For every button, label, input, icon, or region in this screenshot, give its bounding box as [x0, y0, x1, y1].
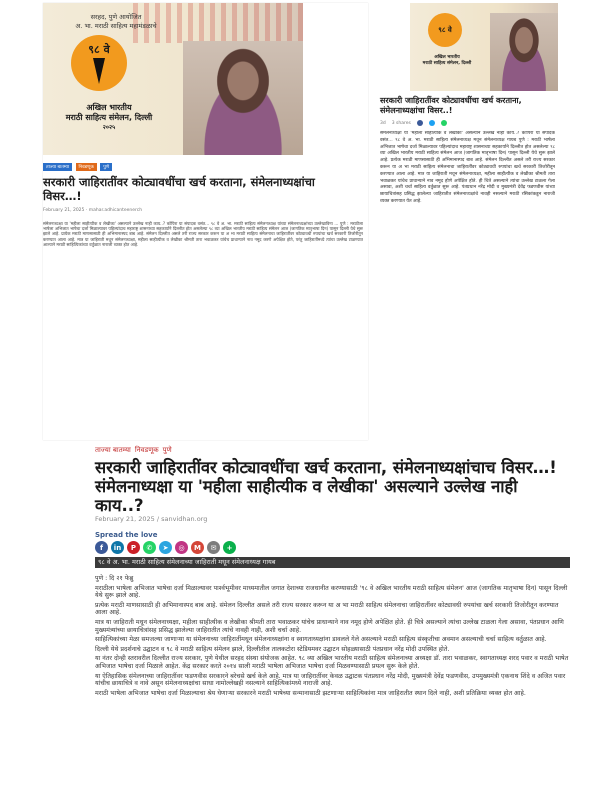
conf-line1: अखिल भारतीय — [86, 103, 132, 112]
tag-election-main[interactable]: निवडणूक — [134, 446, 159, 454]
right-body-text: संमेलनाध्यक्षा या 'महीला साहीत्यीक व लेखीका' असल्याने उल्लेख नाही काय..? कॉपिरा या संपादक वसंत... ९८ वे अ. भा. मराठी साहित्य संमेलनाध्यक्ष मधून संमेलनाध्यक्ष गायब पुणे : मराठी भाषेला अभिजात भाषेचा दर्जा मिळाल्यावर पहिल्यांदाच महाराष्ट्र शासनाच्या सहकार्याने दिल्लीत होत असलेल्या ९८ व्या अखिल भारतीय मराठी साहित्य संमेलन आज (जागतिक मातृभाषा दिन) पासून दिल्ली येथे सुरू झाले आहे. प्रत्येक मराठी माणसासाठी ही अभिमानास्पद बाब आहे. संमेलन दिल्लीत असले तरी राज्य सरकार करून या अ भा मराठी साहित्य संमेलनाचा जाहिरातींवर कोट्यावधी रुपयांचा खर्च सरकारी तिजोरीतून करण्यात आला आहे. मात्र या जाहिराती मधून संमेलनाध्यक्षा, महीला साहीत्यीक व लेखीका श्रीमती तारा भवाळकर यांचेच प्राधान्याने नाव नमूद होणे अपेक्षित होते. ही चित्रे असल्याने त्यांचा उल्लेख टाळला गेला असावा, अशी चर्चा साहित्य वर्तुळात सुरू आहे. पंतप्रधान नरेंद्र मोदी व मुख्यमंत्री देवेंद्र फडणवीस यांच्या छायाचित्रांसह प्रसिद्ध झालेल्या जाहिरातीत संमेलनाध्यक्षांचे नावही नसल्याने मराठी रसिकांकडून नाराजी व्यक्त करण्यात येत आहे. — [380, 131, 555, 204]
conf-line1-small: अखिल भारतीय — [434, 55, 460, 60]
article-paragraph: पुणे : दि २१ फेब्रु — [95, 575, 134, 582]
spread-love-label: Spread the love — [95, 531, 158, 539]
left-body-text: संमेलनाध्यक्षा या 'महीला साहीत्यीक व लेखीका' असल्याने उल्लेख नाही काय..? कॉपिरा या संपादक वसंत... ९८ वे अ. भा. मराठी साहित्य संमेलनाध्यक्ष यांच्या संमेलनाध्यक्षांच्या उल्लेखाविना ... पुणे : मराठीला भाषेला अभिजात भाषेचा दर्जा मिळाल्यावर पहिल्यांदाच महाराष्ट्र शासनाच्या सहकार्याने दिल्लीत होत असलेल्या ९८ व्या अखिल भारतीय मराठी साहित्य संमेलन आज (जागतिक मातृभाषा दिन) पासून दिल्ली येथे सुरू झाले आहे. प्रत्येक मराठी माणसासाठी ही अभिमानास्पद बाब आहे. संमेलन दिल्लीत असले तरी राज्य सरकार करून या अ भा मराठी साहित्य संमेलनाचा जाहिरातींवर कोट्यावधी रुपयांचा खर्च सरकारी तिजोरीतून करण्यात आला आहे. मात्र या जाहिराती मधून संमेलनाध्यक्षा, महीला साहीत्यीक व लेखीका श्रीमती तारा भवाळकर यांचेच प्राधान्याने नाव नमूद करणे अपेक्षित होते, परंतु जाहिरातींमध्ये त्यांचा उल्लेख टाळण्यात आल्याने मराठी साहित्यिकांच्या वर्तुळात नाराजी व्यक्त होत आहे. — [43, 221, 363, 247]
tag-latest-news[interactable]: ताज्या बातम्या — [95, 446, 131, 454]
article-paragraph: मात्र या जाहिराती मधून संमेलनाध्यक्षा, महीला साहीत्यीक व लेखीका श्रीमती तारा भवाळकर यांचेच प्राधान्याने नाव नमूद होणे अपेक्षित होते. ही चित्रे असल्याने त्यांचा उल्लेख टाळला गेला असावा, पंतप्रधान आणि मुख्यमंत्र्यांच्या छायाचित्रांसह प्रसिद्ध झालेल्या जाहिरातीत त्यांचे नावही नाही, अशी चर्चा आहे. — [95, 618, 564, 634]
facebook-icon[interactable]: f — [95, 541, 108, 554]
conference-title — [49, 103, 169, 133]
whatsapp-icon[interactable]: ✆ — [143, 541, 156, 554]
instagram-icon[interactable]: ◎ — [175, 541, 188, 554]
tag-latest[interactable]: ताज्या बातम्या — [43, 163, 72, 171]
article-title: सरकारी जाहिरातींवर कोट्यावधींचा खर्च करताना, संमेलनाध्यक्षांचाच विसर…!संमेलनाध्यक्षा या 'महीला साहीत्यीक व लेखीका' असल्याने उल्लेख नाही काय..? — [95, 458, 557, 515]
telegram-icon[interactable]: ➤ — [159, 541, 172, 554]
email-icon[interactable]: ✉ — [207, 541, 220, 554]
conf-line2-small: मराठी साहित्य संमेलन, दिल्ली — [422, 61, 472, 66]
badge-number: ९८ वे — [88, 43, 110, 56]
conference-banner — [43, 3, 303, 155]
left-heading: सरकारी जाहिरातींवर कोट्यावधींचा खर्च करताना, संमेलनाध्यक्षांचा विसर…! — [43, 175, 315, 203]
article-paragraph: साहित्यिकांच्या मेळा समजल्या जाणाऱ्या या संमेलनाच्या जाहिरातींमधून संमेलनाध्यक्षांना व स्वागताध्यक्षांना डावलले गेले असल्याने मराठी साहित्य संस्कृतीचा अवमान असल्याची चर्चा साहित्य वर्तुळात आहे. — [95, 636, 547, 644]
article-body — [95, 575, 570, 699]
left-tags — [43, 163, 114, 171]
conference-banner-small — [410, 3, 558, 91]
right-screenshot-panel — [380, 3, 558, 398]
article-paragraph: या नंतर दोन्ही स्तरावरील दिल्लीत राज्य सरकार, पुणे येथील सरहद संस्था संयोजक आहेत. ९८ व्या अखिल भारतीय मराठी साहित्य संमेलनाच्या अध्यक्षा डॉ. तारा भवाळकर, स्वागताध्यक्ष शरद पवार व मराठी भाषेत अभिजात भाषेचा दर्जा मिळाले आहेत. केंद्र सरकार करते २०१४ साली मराठी भाषेला अभिजात भाषेचा दर्जा मिळवण्यासाठी प्रयत्न सुरू केले होते. — [95, 655, 569, 670]
article-date: February 21, 2025 / sanvidhan.org — [95, 515, 208, 523]
twitter-icon[interactable] — [429, 120, 435, 126]
article-paragraph: मराठी भाषेला अभिजात भाषेचा दर्जा मिळाल्याचा श्रेय घेणाऱ्या सरकारने मराठी भाषेच्या सन्मानासाठी झटणाऱ्या साहित्यिकांना मात्र जाहिरातीत स्थान दिले नाही, अशी प्रतिक्रिया व्यक्त होत आहे. — [95, 689, 526, 697]
pen-nib-icon — [93, 58, 105, 84]
left-meta: February 21, 2025 · mahar.adhicanteenerch — [43, 208, 143, 213]
share-buttons — [95, 541, 236, 554]
whatsapp-icon[interactable] — [441, 120, 447, 126]
badge-number-small: ९८ वे — [438, 25, 452, 34]
banner-org-line1: सरहद, पुणे आयोजित — [90, 13, 142, 21]
right-meta — [380, 120, 447, 126]
portrait-photo-small — [490, 13, 558, 91]
right-meta-time: 3d — [380, 120, 386, 126]
tag-pune-main[interactable]: पुणे — [162, 446, 172, 454]
banner-org-line2: अ. भा. मराठी साहित्य महामंडळाचे — [75, 22, 157, 30]
portrait-photo — [183, 41, 303, 155]
image-caption: ९८ वे अ. भा. मराठी साहित्य संमेलनाच्या जाहिराती मधून संमेलनाध्यक्ष गायब — [95, 557, 570, 568]
right-meta-shares: 3 shares — [391, 120, 411, 126]
article-paragraph: या ऐतिहासिक संमेलनाच्या जाहिरातींवर फडणवीस सरकारने बरेचसे खर्च केले आहे. मात्र या जाहिरातींवर केवळ उद्घाटक पंतप्रधान नरेंद्र मोदी, मुख्यमंत्री देवेंद्र फडणवीस, उपमुख्यमंत्री एकनाथ शिंदे व अजित पवार यांचीच छायाचित्रे व नावे असून संमेलनाध्यक्षांचा साधा नामोल्लेखही नसल्याने साहित्यिकांमध्ये नाराजी आहे. — [95, 672, 566, 688]
article-paragraph: प्रत्येक मराठी माणसासाठी ही अभिमानास्पद बाब आहे. संमेलन दिल्लीत असले तरी राज्य सरकार करून या अ भा मराठी साहित्य संमेलनाचा जाहिरातींवर कोट्यावधी रुपयांचा खर्च सरकारी तिजोरीतून करण्यात आला आहे. — [95, 601, 559, 617]
article-tags — [95, 446, 172, 455]
gmail-icon[interactable]: M — [191, 541, 204, 554]
tag-election[interactable]: निवडणूक — [76, 163, 97, 171]
share-icon[interactable]: + — [223, 541, 236, 554]
right-heading: सरकारी जाहिरातींवर कोट्यावधींचा खर्च करताना, संमेलनाध्यक्षांचा विसर..! — [380, 96, 522, 115]
banner-org-text — [61, 13, 171, 31]
conference-badge-small — [428, 13, 462, 47]
article-paragraph: दिल्ली येथे प्रदर्शनाचे उद्घाटन व ९८ वे मराठी साहित्य संमेलन झाले, दिल्लीतील तालकटोरा स्टेडियमवर उद्घाटन सोहळ्यासाठी पंतप्रधान नरेंद्र मोदी उपस्थित होते. — [95, 645, 450, 653]
left-screenshot-panel — [43, 3, 368, 440]
conf-year: २०२५ — [102, 124, 116, 131]
conf-line2: मराठी साहित्य संमेलन, दिल्ली — [65, 113, 153, 122]
tag-pune[interactable]: पुणे — [100, 163, 112, 171]
conference-title-small — [414, 55, 480, 67]
pinterest-icon[interactable]: P — [127, 541, 140, 554]
linkedin-icon[interactable]: in — [111, 541, 124, 554]
conference-badge — [71, 35, 127, 91]
facebook-icon[interactable] — [417, 120, 423, 126]
article-paragraph: मराठीला भाषेला अभिजात भाषेचा दर्जा मिळाल्यावर पार्श्वभूमीवर माध्यमातील जगात देशाच्या राजधानीत करण्यासाठी '९८ वे अखिल भारतीय मराठी साहित्य संमेलन' आज (जागतिक मातृभाषा दिन) पासून दिल्ली येथे सुरू झाले आहे. — [95, 584, 568, 600]
